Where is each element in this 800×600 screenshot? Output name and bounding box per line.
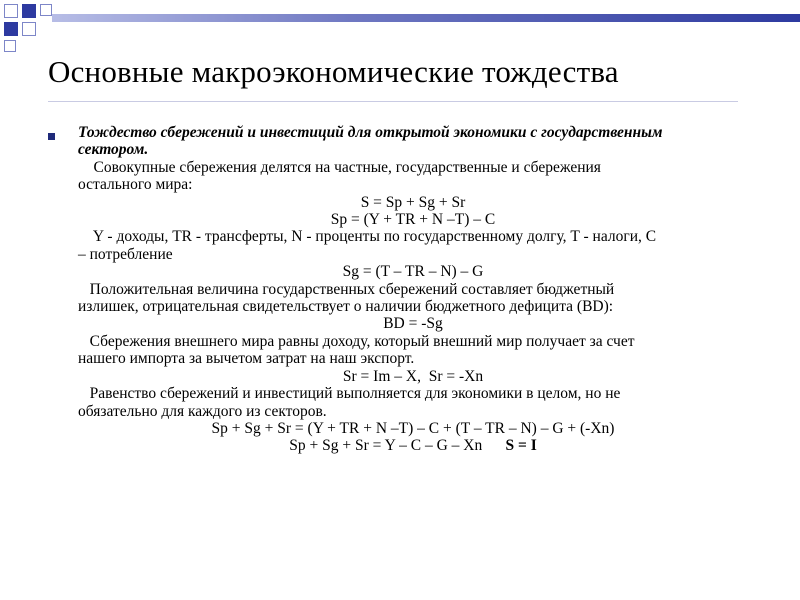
text-line: Положительная величина государственных сбережений составляет бюджетный [78, 280, 615, 298]
body-text [48, 159, 748, 438]
formula-line: Sr = Im – X, Sr = -Xn [342, 367, 484, 385]
bullet-heading-line: сектором. [78, 141, 149, 159]
formula-line: S = Sp + Sg + Sr [360, 193, 466, 211]
formula-line: Sg = (T – TR – N) – G [342, 263, 484, 281]
final-identity-conclusion: S = I [505, 437, 537, 455]
header-decoration [0, 0, 800, 60]
deco-square [40, 4, 52, 16]
deco-square [4, 4, 18, 18]
text-line: – потребление [78, 245, 173, 263]
text-line: излишек, отрицательная свидетельствует о наличии бюджетного дефицита (BD): [78, 298, 614, 316]
bullet-heading-line: Тождество сбережений и инвестиций для открытой экономики с государственным [78, 124, 663, 141]
final-identity-line [78, 437, 748, 454]
title-divider [48, 101, 738, 102]
text-line: остального мира: [78, 176, 193, 194]
text-line: Совокупные сбережения делятся на частные, государственные и сбережения [78, 158, 601, 176]
square-bullet-icon [48, 133, 55, 140]
deco-square [4, 40, 16, 52]
final-identity-text: Sp + Sg + Sr = Y – C – G – Xn [289, 437, 506, 455]
text-line: нашего импорта за вычетом затрат на наш экспорт. [78, 350, 415, 368]
header-gradient-bar [52, 14, 800, 22]
text-line: Равенство сбережений и инвестиций выполняется для экономики в целом, но не [78, 385, 621, 403]
text-line: Y - доходы, TR - трансферты, N - проценты по государственному долгу, T - налоги, C [78, 228, 657, 246]
deco-square [22, 4, 36, 18]
bullet-item [48, 124, 748, 159]
text-line: обязательно для каждого из секторов. [78, 402, 327, 420]
deco-square [4, 22, 18, 36]
slide-title: Основные макроэкономические тождества [48, 54, 619, 89]
text-line: Сбережения внешнего мира равны доходу, который внешний мир получает за счет [78, 332, 635, 350]
formula-line: Sp = (Y + TR + N –T) – C [330, 211, 496, 229]
slide-content [48, 124, 748, 455]
formula-line: BD = -Sg [383, 315, 443, 333]
formula-line: Sp + Sg + Sr = (Y + TR + N –T) – C + (T – TR – N) – G + (-Xn) [211, 419, 615, 437]
deco-square [22, 22, 36, 36]
